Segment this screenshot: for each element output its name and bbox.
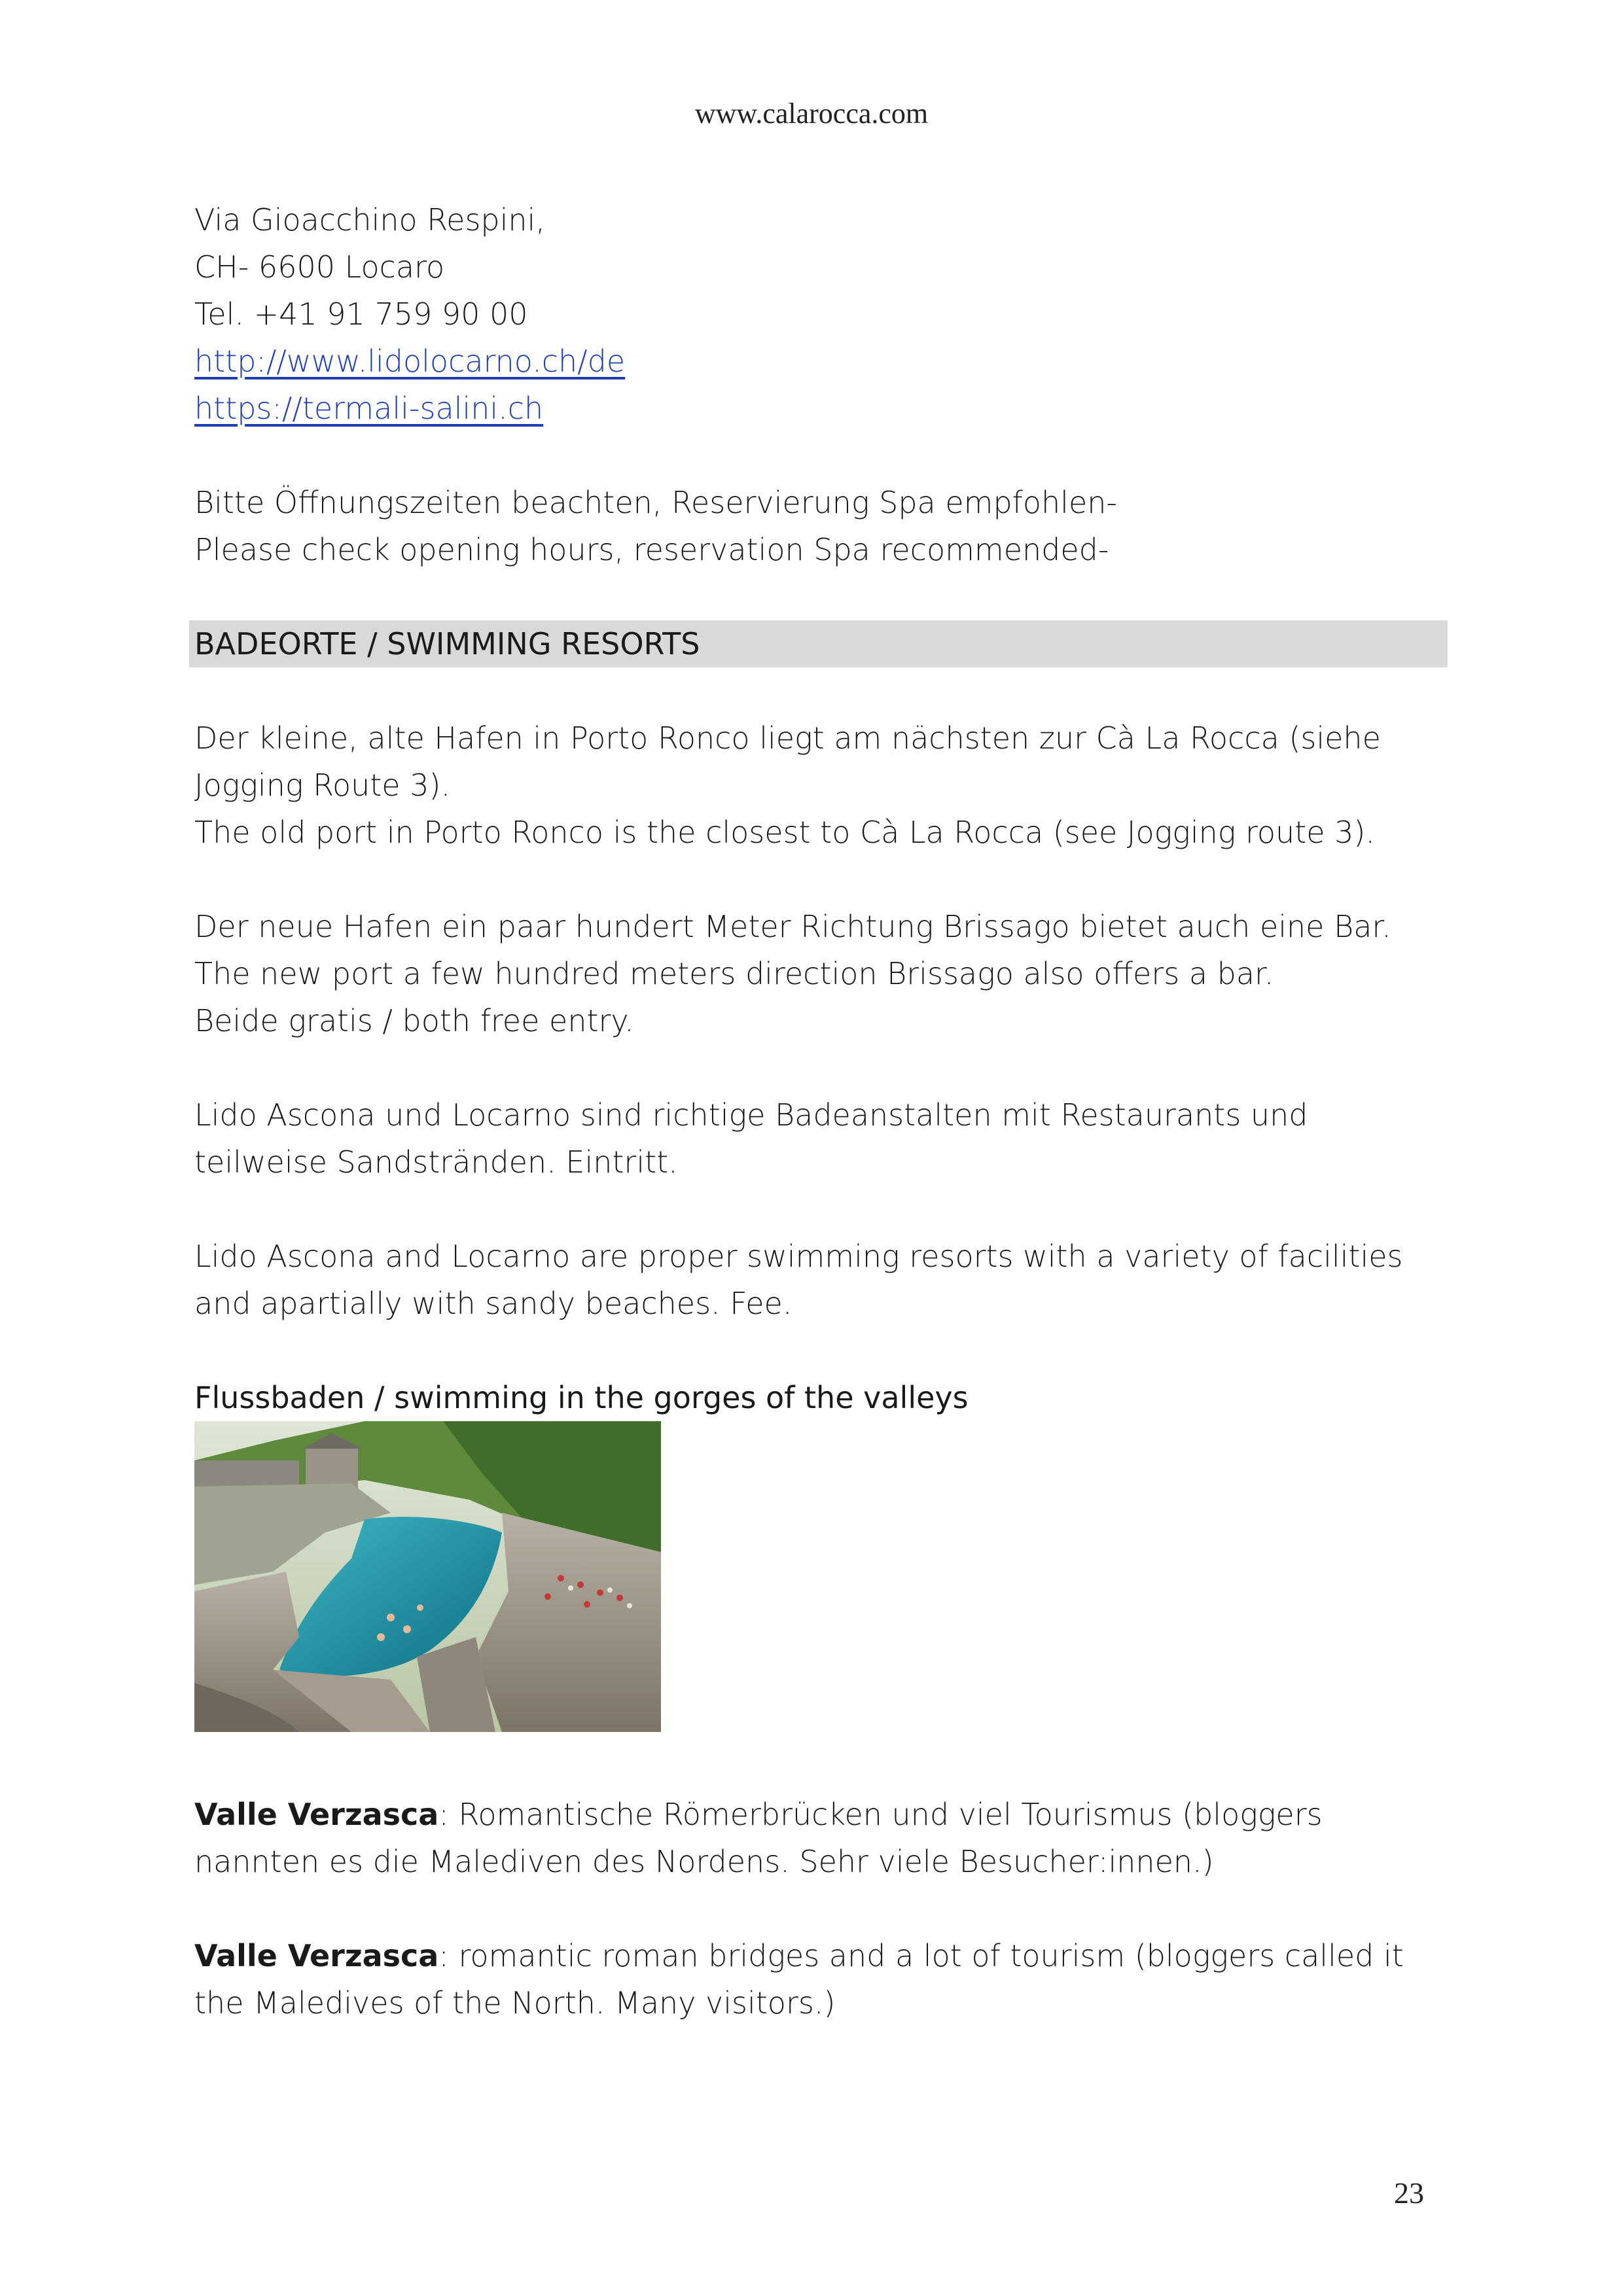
valle-verzasca-name: Valle Verzasca	[194, 1797, 439, 1832]
lido-locarno-link[interactable]: http://www.lidolocarno.ch/de	[194, 344, 626, 379]
paragraph-line: The new port a few hundred meters direction Brissago also offers a bar.	[194, 956, 1274, 991]
header-url: www.calarocca.com	[694, 97, 929, 130]
river-gorge-photo	[194, 1421, 661, 1732]
address-street: Via Gioacchino Respini,	[194, 202, 545, 238]
paragraph-line: teilweise Sandstränden. Eintritt.	[194, 1144, 678, 1180]
termali-salini-link[interactable]: https://termali-salini.ch	[194, 391, 544, 426]
verzasca-de-line1: : Romantische Römerbrücken und viel Tourismus (bloggers	[438, 1797, 1323, 1832]
paragraph-line: Der kleine, alte Hafen in Porto Ronco liegt am nächsten zur Cà La Rocca (siehe	[194, 720, 1381, 756]
valle-verzasca-name-en: Valle Verzasca	[194, 1938, 439, 1973]
paragraph-line: The old port in Porto Ronco is the closest to Cà La Rocca (see Jogging route 3).	[194, 815, 1375, 850]
verzasca-de-line2: nannten es die Malediven des Nordens. Sehr viele Besucher:innen.)	[194, 1844, 1214, 1879]
subheading: Flussbaden / swimming in the gorges of the valleys	[194, 1380, 969, 1415]
paragraph-line: and apartially with sandy beaches. Fee.	[194, 1286, 793, 1321]
verzasca-en-line2: the Maledives of the North. Many visitors.)	[194, 1985, 836, 2021]
address-city: CH- 6600 Locaro	[194, 249, 445, 285]
note-en: Please check opening hours, reservation Spa recommended-	[194, 532, 1109, 567]
paragraph-line: Der neue Hafen ein paar hundert Meter Richtung Brissago bietet auch eine Bar.	[194, 909, 1391, 944]
page-number: 23	[1394, 2176, 1424, 2210]
paragraph-line: Lido Ascona und Locarno sind richtige Badeanstalten mit Restaurants und	[194, 1097, 1308, 1133]
section-heading: BADEORTE / SWIMMING RESORTS	[189, 620, 1448, 667]
address-phone: Tel. +41 91 759 90 00	[194, 296, 528, 332]
verzasca-en-line1: : romantic roman bridges and a lot of tourism (bloggers called it	[438, 1938, 1404, 1973]
page-content	[194, 196, 1438, 2026]
paragraph-line: Lido Ascona and Locarno are proper swimming resorts with a variety of facilities	[194, 1239, 1403, 1274]
paragraph-line: Beide gratis / both free entry.	[194, 1003, 634, 1038]
paragraph-line: Jogging Route 3).	[194, 768, 451, 803]
note-de: Bitte Öffnungszeiten beachten, Reservierung Spa empfohlen-	[194, 485, 1118, 520]
